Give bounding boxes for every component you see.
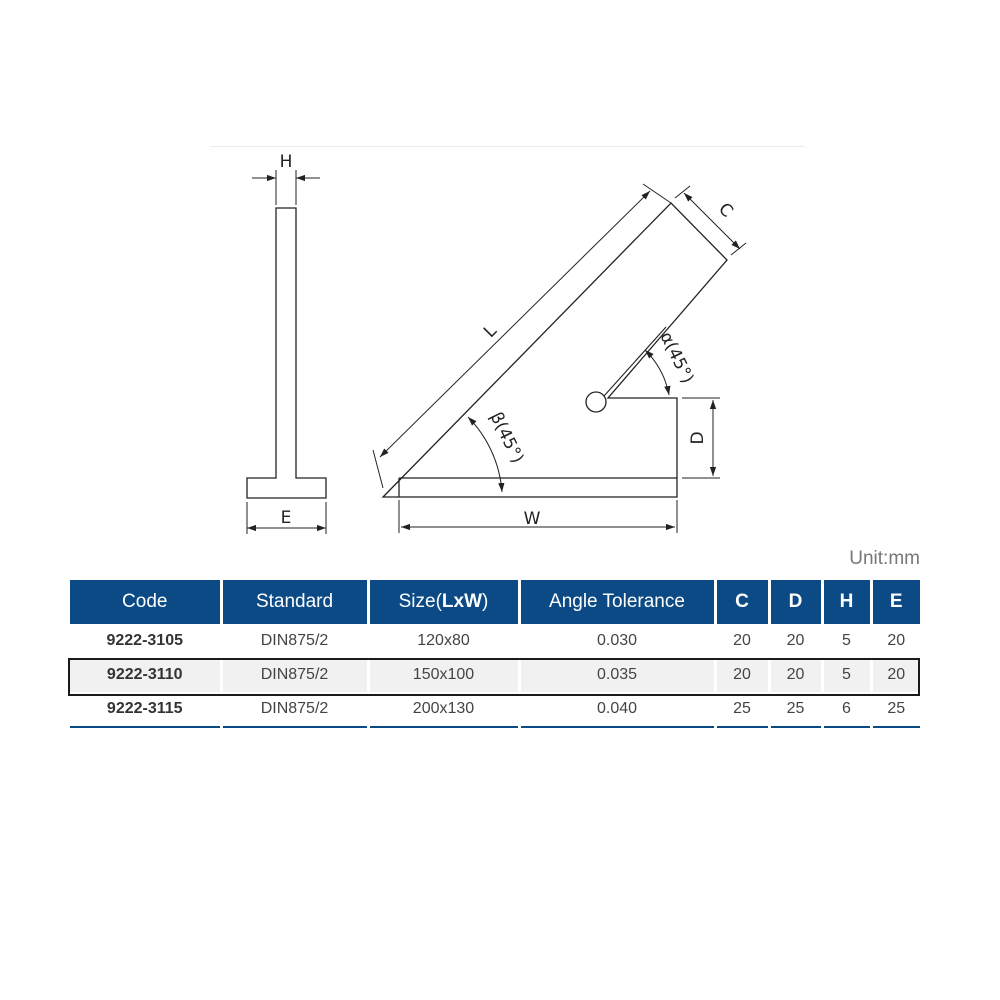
cell-standard: DIN875/2 [221, 658, 368, 692]
cell-angle-tolerance: 0.040 [519, 692, 715, 727]
t-profile-outline [247, 208, 326, 498]
cell-e: 20 [887, 632, 906, 649]
table-row-highlighted [70, 658, 920, 692]
cell-d: 25 [769, 692, 822, 727]
cell-size: 120x80 [368, 624, 519, 658]
h-label: H [279, 152, 293, 172]
cell-d: 20 [769, 658, 822, 692]
header-standard: Standard [221, 580, 368, 624]
l-dimension [373, 184, 671, 488]
d-label: D [688, 431, 708, 445]
cell-size: 200x130 [368, 692, 519, 727]
header-code: Code [70, 580, 221, 624]
cell-angle-tolerance: 0.030 [519, 624, 715, 658]
e-label: E [280, 508, 292, 528]
l-dimension-line [380, 191, 650, 457]
c-dimension [675, 186, 746, 255]
cell-code: 9222-3115 [70, 692, 221, 727]
l-label: L [480, 321, 501, 342]
header-h: H [822, 580, 871, 624]
cell-d: 20 [769, 624, 822, 658]
w-label: W [523, 509, 541, 529]
header-size-prefix: Size( [398, 591, 442, 612]
cell-standard: DIN875/2 [221, 624, 368, 658]
cell-standard: DIN875/2 [221, 692, 368, 727]
header-angle-tolerance: Angle Tolerance [519, 580, 715, 624]
spec-table [70, 580, 920, 728]
header-d: D [769, 580, 822, 624]
header-size-bold: LxW [441, 591, 483, 612]
table-header-row [70, 580, 920, 624]
beta-label: β(45°) [485, 409, 528, 467]
header-c: C [715, 580, 769, 624]
cell-c: 20 [715, 624, 769, 658]
relief-hole [586, 392, 606, 412]
unit-label: Unit:mm [849, 548, 920, 569]
cell-angle-tolerance: 0.035 [519, 658, 715, 692]
c-label: C [714, 199, 737, 222]
cell-h: 5 [822, 624, 871, 658]
header-size [368, 580, 519, 624]
header-e: E [871, 580, 920, 624]
table-row [70, 624, 920, 658]
cell-c: 25 [715, 692, 769, 727]
alpha-label: α(45°) [655, 328, 698, 387]
table-row [70, 692, 920, 727]
cell-e: 25 [871, 692, 920, 727]
cell-h: 5 [822, 658, 871, 692]
cell-e: 20 [871, 658, 920, 692]
cell-size: 150x100 [368, 658, 519, 692]
c-extension-lower [731, 243, 746, 255]
cell-h: 6 [822, 692, 871, 727]
cell-code: 9222-3110 [70, 658, 221, 692]
side-view [247, 170, 326, 534]
cell-code: 9222-3105 [70, 624, 221, 658]
cell-c: 20 [715, 658, 769, 692]
header-size-suffix: ) [482, 591, 489, 612]
